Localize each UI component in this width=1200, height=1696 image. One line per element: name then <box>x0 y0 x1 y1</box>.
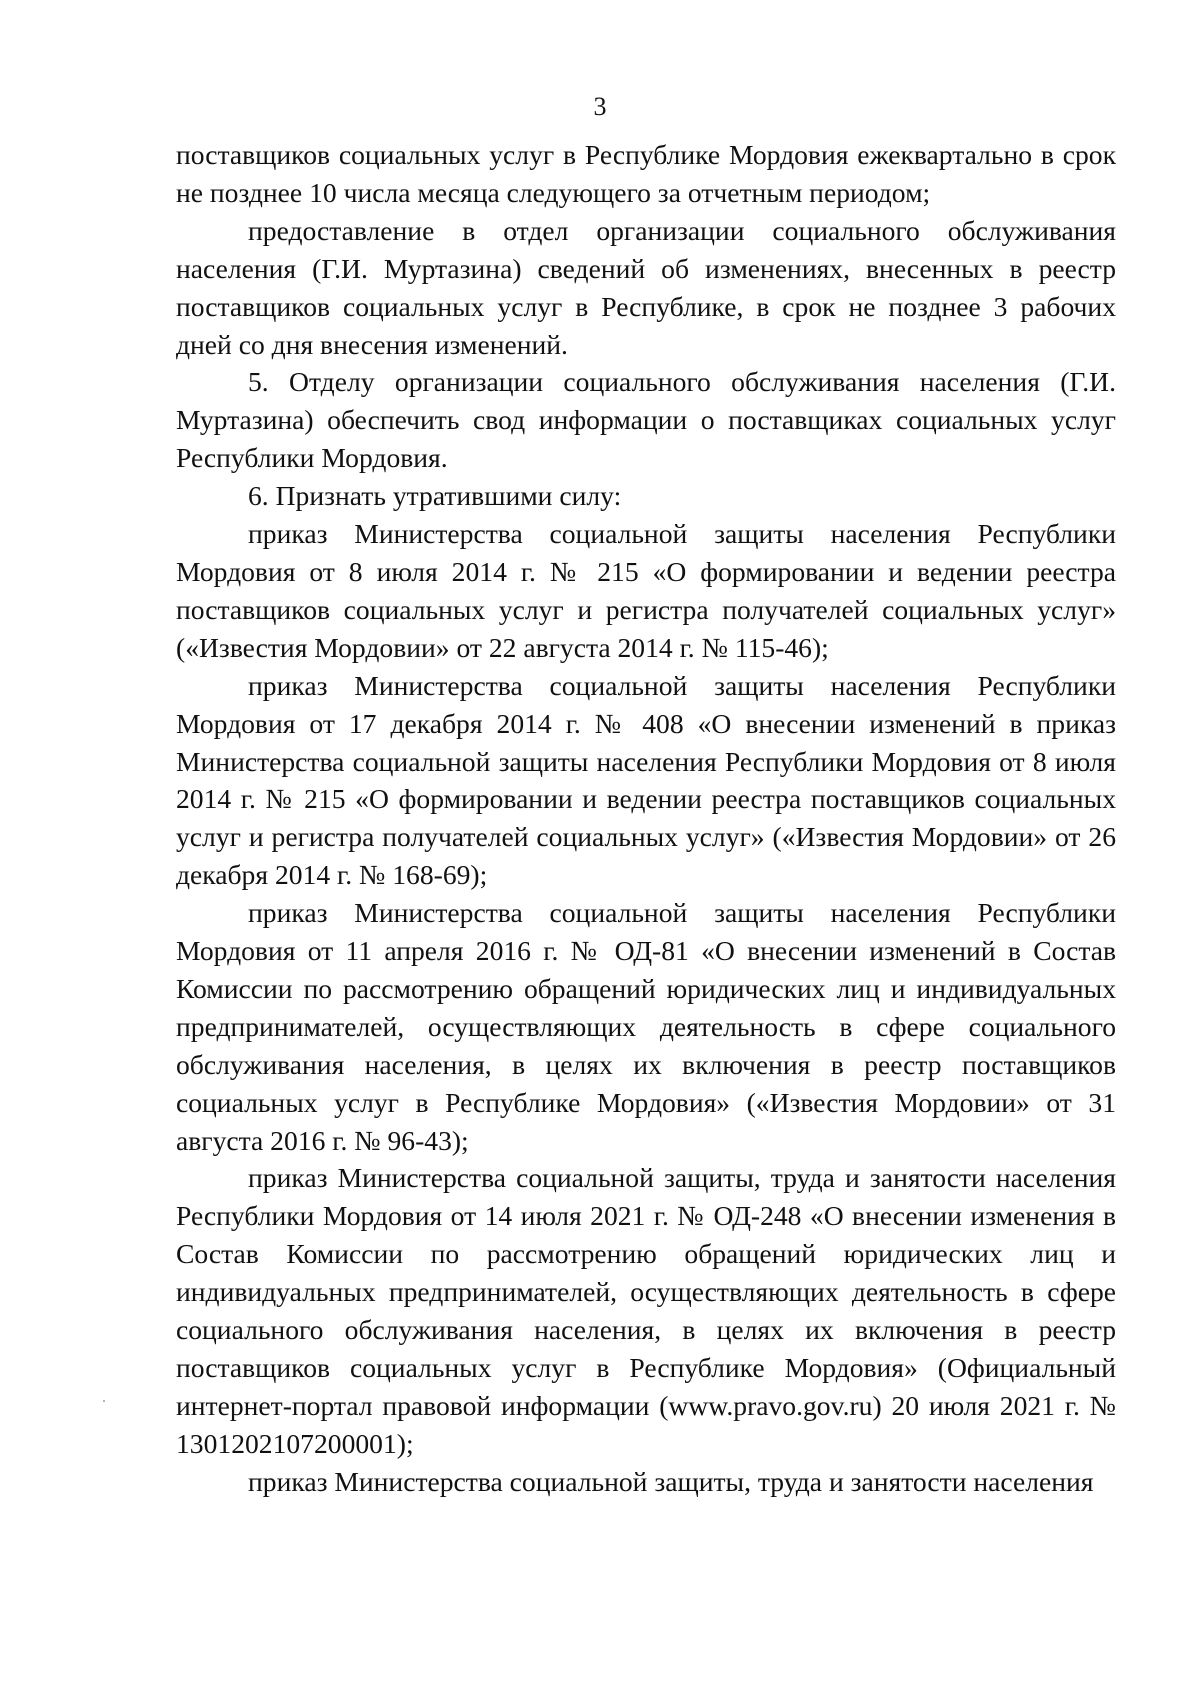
paragraph-order-215: приказ Министерства социальной защиты населения Республики Мордовия от 8 июля 2014 г. № 215 «О формировании и ведении реестра поставщиков социальных услуг и регистра получателей социальных услуг» («Известия Мордовии» от 22 августа 2014 г. № 115-46); <box>176 518 1116 663</box>
paragraph-registry-changes: предоставление в отдел организации социального обслуживания населения (Г.И. Муртазина) сведений об изменениях, внесенных в реестр поставщиков социальных услуг в Республике, в срок не позднее 3 рабочих дней со дня внесения изменений. <box>176 214 1116 360</box>
document-body <box>176 136 1116 1501</box>
paragraph-item-6: 6. Признать утратившими силу: <box>248 480 622 512</box>
scan-speck <box>103 1400 105 1402</box>
paragraph-continuation: поставщиков социальных услуг в Республике Мордовия ежеквартально в срок не позднее 10 числа месяца следующего за отчетным периодом; <box>176 139 1116 208</box>
paragraph-order-od-248: приказ Министерства социальной защиты, труда и занятости населения Республики Мордовия от 14 июля 2021 г. № ОД-248 «О внесении изменения в Состав Комиссии по рассмотрению обращений юридических лиц и индивидуальных предпринимателей, осуществляющих деятельность в сфере социального обслуживания населения, в целях их включения в реестр поставщиков социальных услуг в Республике Мордовия» (Официальный интернет-портал правовой информации (www.pravo.gov.ru) 20 июля 2021 г. № 1301202107200001); <box>176 1162 1116 1459</box>
paragraph-order-od-81: приказ Министерства социальной защиты населения Республики Мордовия от 11 апреля 2016 г. № ОД-81 «О внесении изменений в Состав Комиссии по рассмотрению обращений юридических лиц и индивидуальных предпринимателей, осуществляющих деятельность в сфере социального обслуживания населения, в целях их включения в реестр поставщиков социальных услуг в Республике Мордовия» («Известия Мордовии» от 31 августа 2016 г. № 96-43); <box>176 897 1116 1156</box>
page-number: 3 <box>593 92 607 121</box>
paragraph-order-continued: приказ Министерства социальной защиты, труда и занятости населения <box>248 1465 1094 1497</box>
paragraph-item-5: 5. Отделу организации социального обслуживания населения (Г.И. Муртазина) обеспечить свод информации о поставщиках социальных услуг Республики Мордовия. <box>176 366 1116 474</box>
paragraph-order-408: приказ Министерства социальной защиты населения Республики Мордовия от 17 декабря 2014 г. № 408 «О внесении изменений в приказ Министерства социальной защиты населения Республики Мордовия от 8 июля 2014 г. № 215 «О формировании и ведении реестра поставщиков социальных услуг и регистра получателей социальных услуг» («Известия Мордовии» от 26 декабря 2014 г. № 168-69); <box>176 669 1116 891</box>
